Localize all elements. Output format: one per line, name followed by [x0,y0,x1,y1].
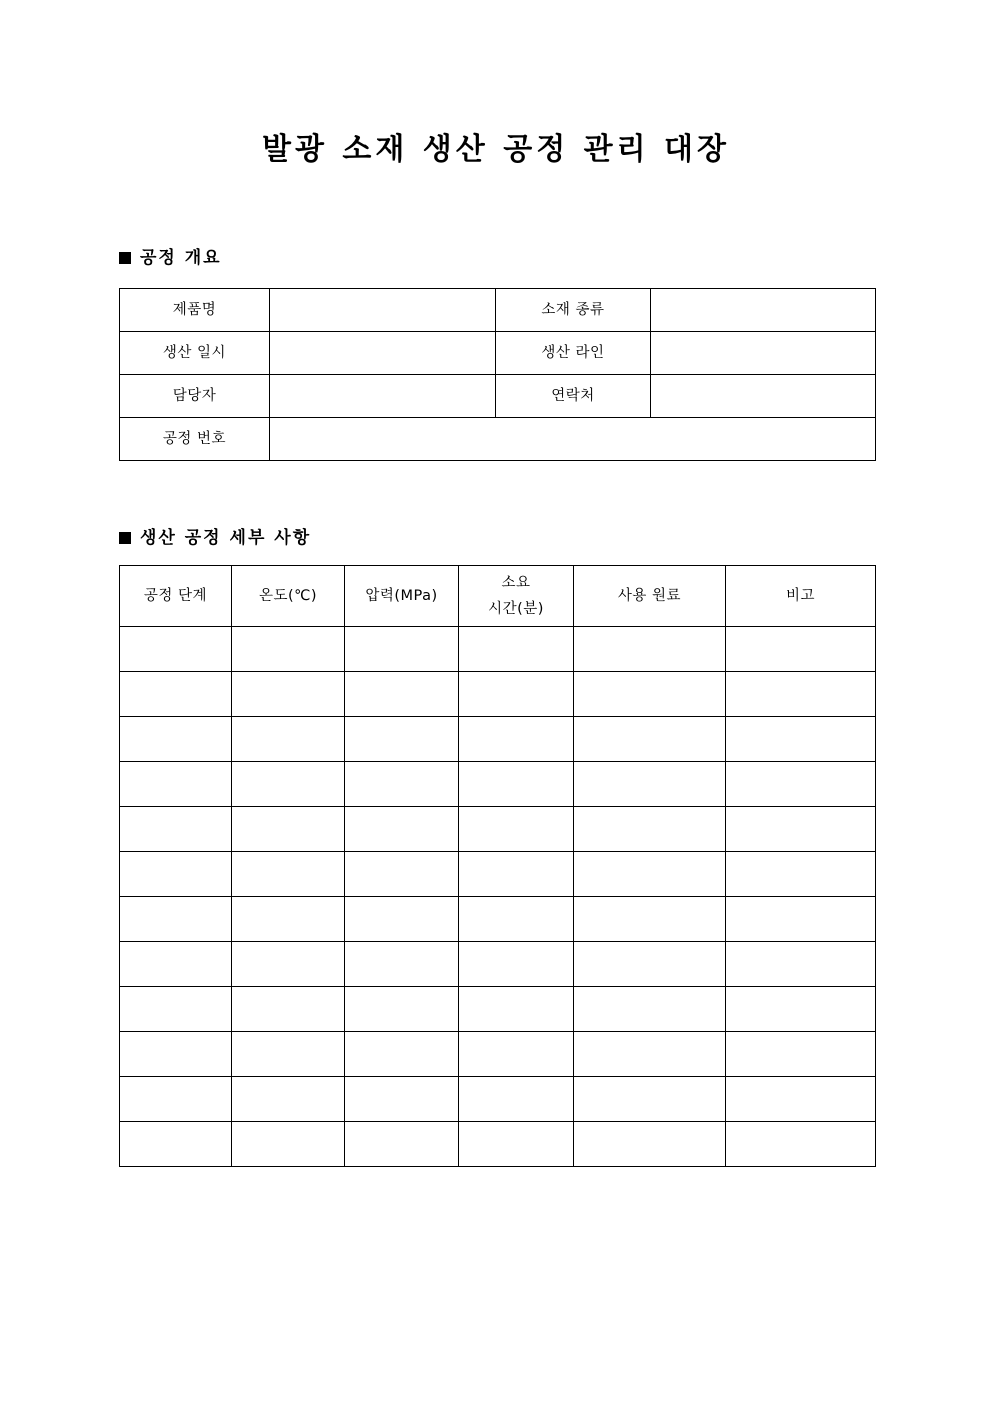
overview-row [120,375,876,418]
overview-value-process-number[interactable] [270,418,876,461]
overview-label-1-left: 생산 일시 [120,332,270,375]
details-cell-r4-c4[interactable] [574,807,726,852]
details-cell-r2-c1[interactable] [232,717,345,762]
details-cell-r8-c5[interactable] [726,987,876,1032]
details-cell-r9-c1[interactable] [232,1032,345,1077]
overview-value-0-left[interactable] [270,289,496,332]
table-row [120,627,876,672]
details-cell-r11-c3[interactable] [459,1122,574,1167]
overview-row [120,332,876,375]
details-cell-r11-c4[interactable] [574,1122,726,1167]
overview-label-1-right: 생산 라인 [496,332,651,375]
table-row [120,1077,876,1122]
details-cell-r2-c5[interactable] [726,717,876,762]
process-details-table [119,565,876,1167]
table-row [120,897,876,942]
details-cell-r4-c1[interactable] [232,807,345,852]
details-cell-r6-c2[interactable] [345,897,459,942]
details-cell-r9-c4[interactable] [574,1032,726,1077]
section-heading-overview [119,247,222,269]
details-cell-r5-c4[interactable] [574,852,726,897]
details-cell-r8-c1[interactable] [232,987,345,1032]
overview-value-2-left[interactable] [270,375,496,418]
details-cell-r10-c0[interactable] [120,1077,232,1122]
overview-label-0-right: 소재 종류 [496,289,651,332]
details-cell-r3-c4[interactable] [574,762,726,807]
details-cell-r2-c3[interactable] [459,717,574,762]
details-cell-r2-c2[interactable] [345,717,459,762]
details-cell-r5-c2[interactable] [345,852,459,897]
details-cell-r0-c4[interactable] [574,627,726,672]
details-cell-r11-c5[interactable] [726,1122,876,1167]
details-cell-r4-c0[interactable] [120,807,232,852]
filled-square-bullet-icon [119,532,131,544]
details-cell-r5-c5[interactable] [726,852,876,897]
details-cell-r6-c3[interactable] [459,897,574,942]
details-cell-r2-c0[interactable] [120,717,232,762]
details-cell-r8-c0[interactable] [120,987,232,1032]
details-cell-r1-c0[interactable] [120,672,232,717]
details-cell-r7-c5[interactable] [726,942,876,987]
details-cell-r6-c0[interactable] [120,897,232,942]
details-cell-r6-c5[interactable] [726,897,876,942]
details-cell-r5-c1[interactable] [232,852,345,897]
details-cell-r4-c2[interactable] [345,807,459,852]
details-cell-r7-c4[interactable] [574,942,726,987]
details-column-header-0-line1: 공정 단계 [143,588,208,604]
details-cell-r10-c5[interactable] [726,1077,876,1122]
details-cell-r7-c0[interactable] [120,942,232,987]
details-cell-r9-c0[interactable] [120,1032,232,1077]
table-row [120,762,876,807]
details-column-header-1 [232,566,345,627]
details-cell-r10-c2[interactable] [345,1077,459,1122]
details-cell-r7-c3[interactable] [459,942,574,987]
page-title: 발광 소재 생산 공정 관리 대장 [262,132,730,167]
details-cell-r3-c1[interactable] [232,762,345,807]
details-cell-r10-c3[interactable] [459,1077,574,1122]
details-column-header-3 [459,566,574,627]
overview-value-0-right[interactable] [651,289,876,332]
filled-square-bullet-icon [119,252,131,264]
table-row [120,807,876,852]
details-cell-r8-c2[interactable] [345,987,459,1032]
details-cell-r4-c5[interactable] [726,807,876,852]
details-cell-r6-c1[interactable] [232,897,345,942]
details-column-header-3-line2: 시간(분) [488,601,544,617]
details-column-header-0 [120,566,232,627]
table-row [120,1122,876,1167]
details-cell-r1-c5[interactable] [726,672,876,717]
details-column-header-2-line1: 압력(MPa) [365,588,438,604]
section-heading-details-label: 생산 공정 세부 사항 [140,528,312,548]
details-cell-r9-c2[interactable] [345,1032,459,1077]
details-column-header-2 [345,566,459,627]
details-cell-r2-c4[interactable] [574,717,726,762]
details-cell-r8-c3[interactable] [459,987,574,1032]
details-cell-r11-c2[interactable] [345,1122,459,1167]
overview-value-1-left[interactable] [270,332,496,375]
details-column-header-4 [574,566,726,627]
details-cell-r1-c1[interactable] [232,672,345,717]
details-column-header-3-line1: 소요 [501,575,531,591]
overview-value-1-right[interactable] [651,332,876,375]
details-column-header-5-line1: 비고 [785,588,815,604]
details-cell-r1-c4[interactable] [574,672,726,717]
details-cell-r10-c4[interactable] [574,1077,726,1122]
table-row [120,1032,876,1077]
details-cell-r5-c3[interactable] [459,852,574,897]
table-row [120,672,876,717]
details-cell-r1-c2[interactable] [345,672,459,717]
details-column-header-5 [726,566,876,627]
overview-label-2-left: 담당자 [120,375,270,418]
details-cell-r11-c1[interactable] [232,1122,345,1167]
table-row [120,987,876,1032]
details-column-header-1-line1: 온도(℃) [258,588,318,604]
overview-row [120,289,876,332]
table-row [120,717,876,762]
details-cell-r0-c0[interactable] [120,627,232,672]
overview-row-full [120,418,876,461]
details-cell-r7-c1[interactable] [232,942,345,987]
table-row [120,942,876,987]
details-cell-r0-c3[interactable] [459,627,574,672]
details-cell-r11-c0[interactable] [120,1122,232,1167]
details-header-row [120,566,876,627]
details-cell-r3-c0[interactable] [120,762,232,807]
details-cell-r1-c3[interactable] [459,672,574,717]
overview-value-2-right[interactable] [651,375,876,418]
details-cell-r9-c3[interactable] [459,1032,574,1077]
overview-label-0-left: 제품명 [120,289,270,332]
details-cell-r0-c1[interactable] [232,627,345,672]
section-heading-overview-label: 공정 개요 [140,248,222,268]
process-overview-table [119,288,876,461]
details-cell-r0-c2[interactable] [345,627,459,672]
details-cell-r9-c5[interactable] [726,1032,876,1077]
details-cell-r4-c3[interactable] [459,807,574,852]
details-cell-r3-c2[interactable] [345,762,459,807]
details-cell-r8-c4[interactable] [574,987,726,1032]
details-cell-r10-c1[interactable] [232,1077,345,1122]
overview-label-process-number: 공정 번호 [120,418,270,461]
overview-label-2-right: 연락처 [496,375,651,418]
details-column-header-4-line1: 사용 원료 [617,588,682,604]
section-heading-details [119,527,311,549]
details-cell-r7-c2[interactable] [345,942,459,987]
details-cell-r0-c5[interactable] [726,627,876,672]
table-row [120,852,876,897]
details-cell-r6-c4[interactable] [574,897,726,942]
details-cell-r3-c3[interactable] [459,762,574,807]
details-cell-r3-c5[interactable] [726,762,876,807]
details-cell-r5-c0[interactable] [120,852,232,897]
